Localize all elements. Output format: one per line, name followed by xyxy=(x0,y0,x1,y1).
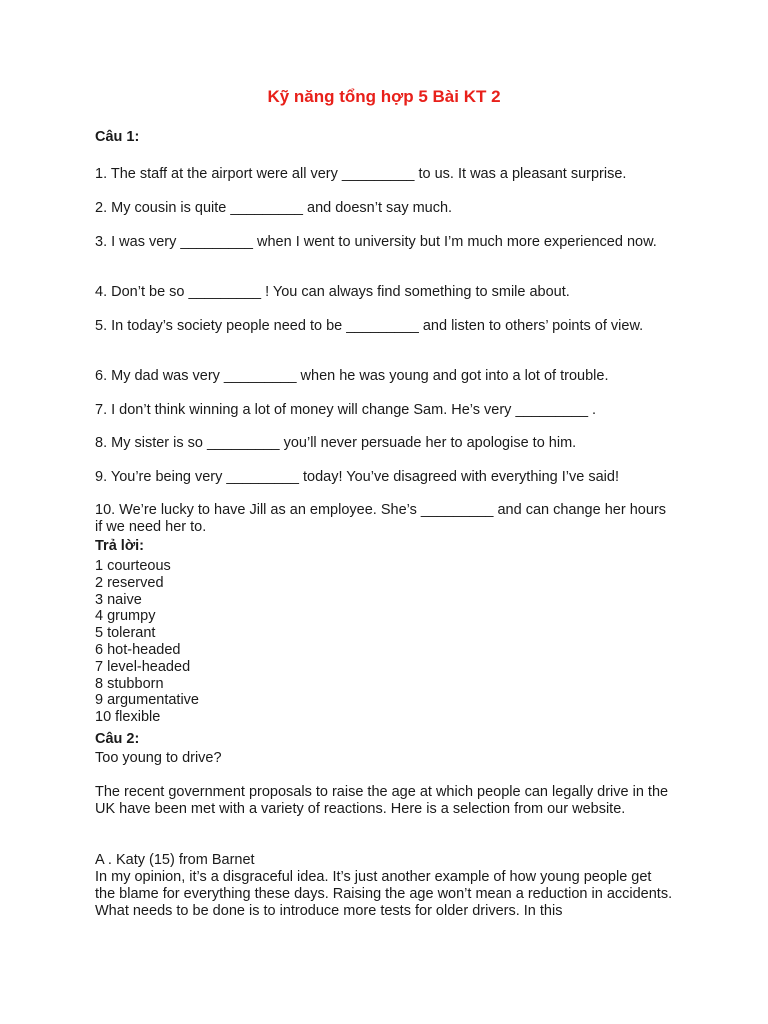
answer-item: 10 flexible xyxy=(95,709,161,726)
passage-title: Too young to drive? xyxy=(95,750,222,766)
question-4: 4. Don’t be so _________ ! You can always find something to smile about. xyxy=(95,284,570,300)
question-6: 6. My dad was very _________ when he was young and got into a lot of trouble. xyxy=(95,368,609,384)
answer-item: 4 grumpy xyxy=(95,608,156,625)
answer-item: 3 naive xyxy=(95,591,142,608)
answer-item: 8 stubborn xyxy=(95,675,164,692)
question-10: 10. We’re lucky to have Jill as an employee. She’s _________ and can change her hours if we need her to. xyxy=(95,502,666,535)
question-1: 1. The staff at the airport were all very _________ to us. It was a pleasant surprise. xyxy=(95,166,627,182)
question-9: 9. You’re being very _________ today! You’ve disagreed with everything I’ve said! xyxy=(95,469,619,485)
question-3: 3. I was very _________ when I went to university but I’m much more experienced now. xyxy=(95,234,657,250)
answer-item: 1 courteous xyxy=(95,558,171,574)
cau1-label: Câu 1: xyxy=(95,129,140,145)
opinion-a-heading: A . Katy (15) from Barnet xyxy=(95,852,255,868)
passage-intro: The recent government proposals to raise the age at which people can legally drive in the UK have been met with a variety of reactions. Here is a selection from our website. xyxy=(95,784,669,817)
page-title: Kỹ năng tổng hợp 5 Bài KT 2 xyxy=(267,87,501,106)
answer-item: 6 hot-headed xyxy=(95,641,181,658)
question-8: 8. My sister is so _________ you’ll never persuade her to apologise to him. xyxy=(95,435,577,451)
answer-item: 9 argumentative xyxy=(95,692,199,709)
opinion-a-text: In my opinion, it’s a disgraceful idea. It’s just another example of how young people get the blame for everything these days. Raising the age won’t mean a reduction in accidents. What needs to be done is to introduce more tests for older drivers. In this xyxy=(95,869,673,919)
answer-list xyxy=(95,558,199,726)
answer-item: 5 tolerant xyxy=(95,625,156,642)
cau2-label: Câu 2: xyxy=(95,731,140,747)
question-7: 7. I don’t think winning a lot of money will change Sam. He’s very _________ . xyxy=(95,402,597,418)
answer-item: 7 level-headed xyxy=(95,658,191,675)
question-5: 5. In today’s society people need to be _________ and listen to others’ points of view. xyxy=(95,318,644,334)
tra-loi-label: Trả lời: xyxy=(95,538,144,554)
answer-item: 2 reserved xyxy=(95,574,164,591)
question-2: 2. My cousin is quite _________ and doesn’t say much. xyxy=(95,200,453,216)
